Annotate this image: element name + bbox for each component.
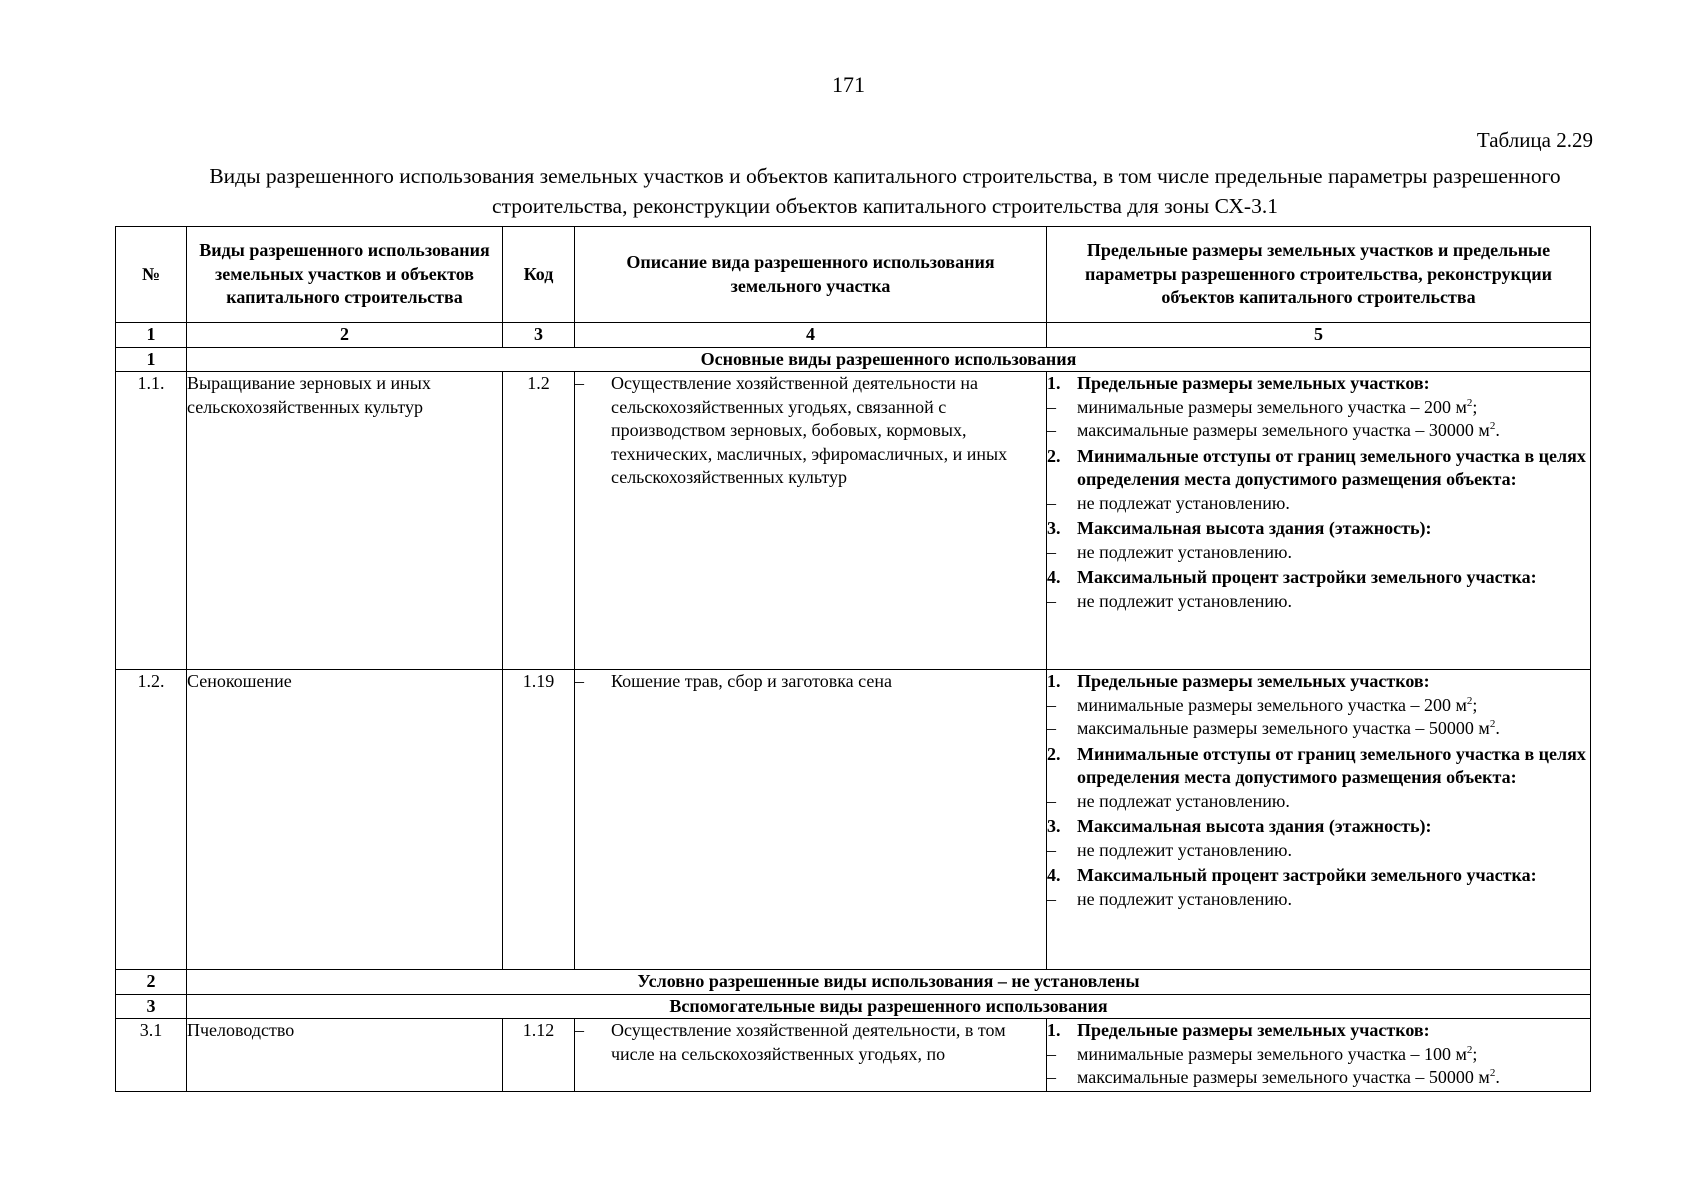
row-name: Пчеловодство xyxy=(187,1019,503,1092)
param-heading: Максимальная высота здания (этажность): xyxy=(1077,518,1432,538)
column-number: 4 xyxy=(575,323,1047,348)
row-params: 1. Предельные размеры земельных участков: – минимальные размеры земельного участка – 200 $м^2$; – максимальные размеры земельного участка – 50000 $м^2$. 2. Минимальные отступы от границ земельного участка в целях определения места допустимого размещения объекта: – не подлежат установлению. 3. Максимальная высота здания (этажность): – не подлежит установлению. 4. Максимальный процент застройки земельного участка: – не подлежит установлению. xyxy=(1047,670,1591,970)
table-caption: Виды разрешенного использования земельных участков и объектов капитального строительства, в том числе предельные параметры разрешенного строительства, реконструкции объектов капитального строительства для зоны СХ-3.1 xyxy=(209,164,1561,218)
row-code: 1.2 xyxy=(503,372,575,670)
table-label: Таблица 2.29 xyxy=(1476,128,1593,152)
header-code: Код xyxy=(503,227,575,323)
column-number: 3 xyxy=(503,323,575,348)
row-code: 1.19 xyxy=(503,670,575,970)
table-row xyxy=(116,1019,1591,1092)
description-text: Кошение трав, сбор и заготовка сена xyxy=(611,671,892,691)
param-heading: Предельные размеры земельных участков: xyxy=(1077,671,1430,691)
section-title: Условно разрешенные виды использования – не установлены xyxy=(187,970,1591,995)
param-value: минимальные размеры земельного участка – 200 $м^2$; xyxy=(1077,694,1478,715)
param-value: максимальные размеры земельного участка – 50000 $м^2$. xyxy=(1077,1067,1500,1087)
table-row xyxy=(116,670,1591,970)
table-row xyxy=(116,372,1591,670)
table-header-row xyxy=(116,227,1591,323)
row-name: Выращивание зерновых и иных сельскохозяйственных культур xyxy=(187,372,503,670)
param-value: не подлежит установлению. xyxy=(1077,590,1292,611)
dash-marker: – xyxy=(575,373,584,393)
param-heading: Предельные размеры земельных участков: xyxy=(1077,1020,1430,1040)
row-description xyxy=(575,670,1047,970)
section-row xyxy=(116,970,1591,995)
dash-marker: – xyxy=(575,1020,584,1040)
section-number: 1 xyxy=(116,347,187,372)
column-number: 1 xyxy=(116,323,187,348)
param-heading: Минимальные отступы от границ земельного участка в целях определения места допустимого размещения объекта: xyxy=(1077,743,1586,787)
section-number: 2 xyxy=(116,970,187,995)
row-description xyxy=(575,1019,1047,1092)
row-code: 1.12 xyxy=(503,1019,575,1092)
param-heading: Предельные размеры земельных участков: xyxy=(1077,373,1430,393)
description-text: Осуществление хозяйственной деятельности, в том числе на сельскохозяйственных угодьях, по xyxy=(611,1020,1006,1064)
dash-marker: – xyxy=(575,671,584,691)
param-value: не подлежит установлению. xyxy=(1077,541,1292,562)
row-params: 1. Предельные размеры земельных участков: – минимальные размеры земельного участка – 200 $м^2$; – максимальные размеры земельного участка – 30000 $м^2$. 2. Минимальные отступы от границ земельного участка в целях определения места допустимого размещения объекта: – не подлежат установлению. 3. Максимальная высота здания (этажность): – не подлежит установлению. 4. Максимальный процент застройки земельного участка: – не подлежит установлению. xyxy=(1047,372,1591,670)
row-name: Сенокошение xyxy=(187,670,503,970)
section-row xyxy=(116,347,1591,372)
param-heading: Максимальный процент застройки земельного участка: xyxy=(1077,567,1537,587)
param-value: не подлежит установлению. xyxy=(1077,839,1292,860)
section-title: Вспомогательные виды разрешенного использования xyxy=(187,994,1591,1019)
section-title: Основные виды разрешенного использования xyxy=(187,347,1591,372)
section-row xyxy=(116,994,1591,1019)
param-heading: Минимальные отступы от границ земельного участка в целях определения места допустимого размещения объекта: xyxy=(1077,445,1586,489)
param-value: минимальные размеры земельного участка – 100 $м^2$; xyxy=(1077,1043,1478,1064)
param-value: минимальные размеры земельного участка – 200 $м^2$; xyxy=(1077,396,1478,417)
param-value: не подлежат установлению. xyxy=(1077,790,1290,811)
section-number: 3 xyxy=(116,994,187,1019)
page-number: 171 xyxy=(832,72,865,97)
param-value: максимальные размеры земельного участка – 30000 $м^2$. xyxy=(1077,420,1500,440)
row-number: 1.1. xyxy=(116,372,187,670)
param-heading: Максимальный процент застройки земельного участка: xyxy=(1077,865,1537,885)
row-number: 3.1 xyxy=(116,1019,187,1092)
row-number: 1.2. xyxy=(116,670,187,970)
header-params: Предельные размеры земельных участков и предельные параметры разрешенного строительства, реконструкции объектов капитального строительства xyxy=(1047,227,1591,323)
param-value: максимальные размеры земельного участка – 50000 $м^2$. xyxy=(1077,718,1500,738)
header-desc: Описание вида разрешенного использования земельного участка xyxy=(575,227,1047,323)
header-name: Виды разрешенного использования земельных участков и объектов капитального строительства xyxy=(187,227,503,323)
column-number: 2 xyxy=(187,323,503,348)
param-heading: Максимальная высота здания (этажность): xyxy=(1077,816,1432,836)
row-description xyxy=(575,372,1047,670)
param-value: не подлежит установлению. xyxy=(1077,888,1292,909)
row-params: 1. Предельные размеры земельных участков: – минимальные размеры земельного участка – 100 $м^2$; – максимальные размеры земельного участка – 50000 $м^2$. xyxy=(1047,1019,1591,1092)
zoning-table xyxy=(115,226,1591,1092)
column-number-row xyxy=(116,323,1591,348)
header-num: № xyxy=(116,227,187,323)
description-text: Осуществление хозяйственной деятельности на сельскохозяйственных угодьях, связанной с производством зерновых, бобовых, кормовых, технических, масличных, эфиромасличных, и иных сельскохозяйственных культур xyxy=(611,373,1008,487)
param-value: не подлежат установлению. xyxy=(1077,492,1290,513)
column-number: 5 xyxy=(1047,323,1591,348)
